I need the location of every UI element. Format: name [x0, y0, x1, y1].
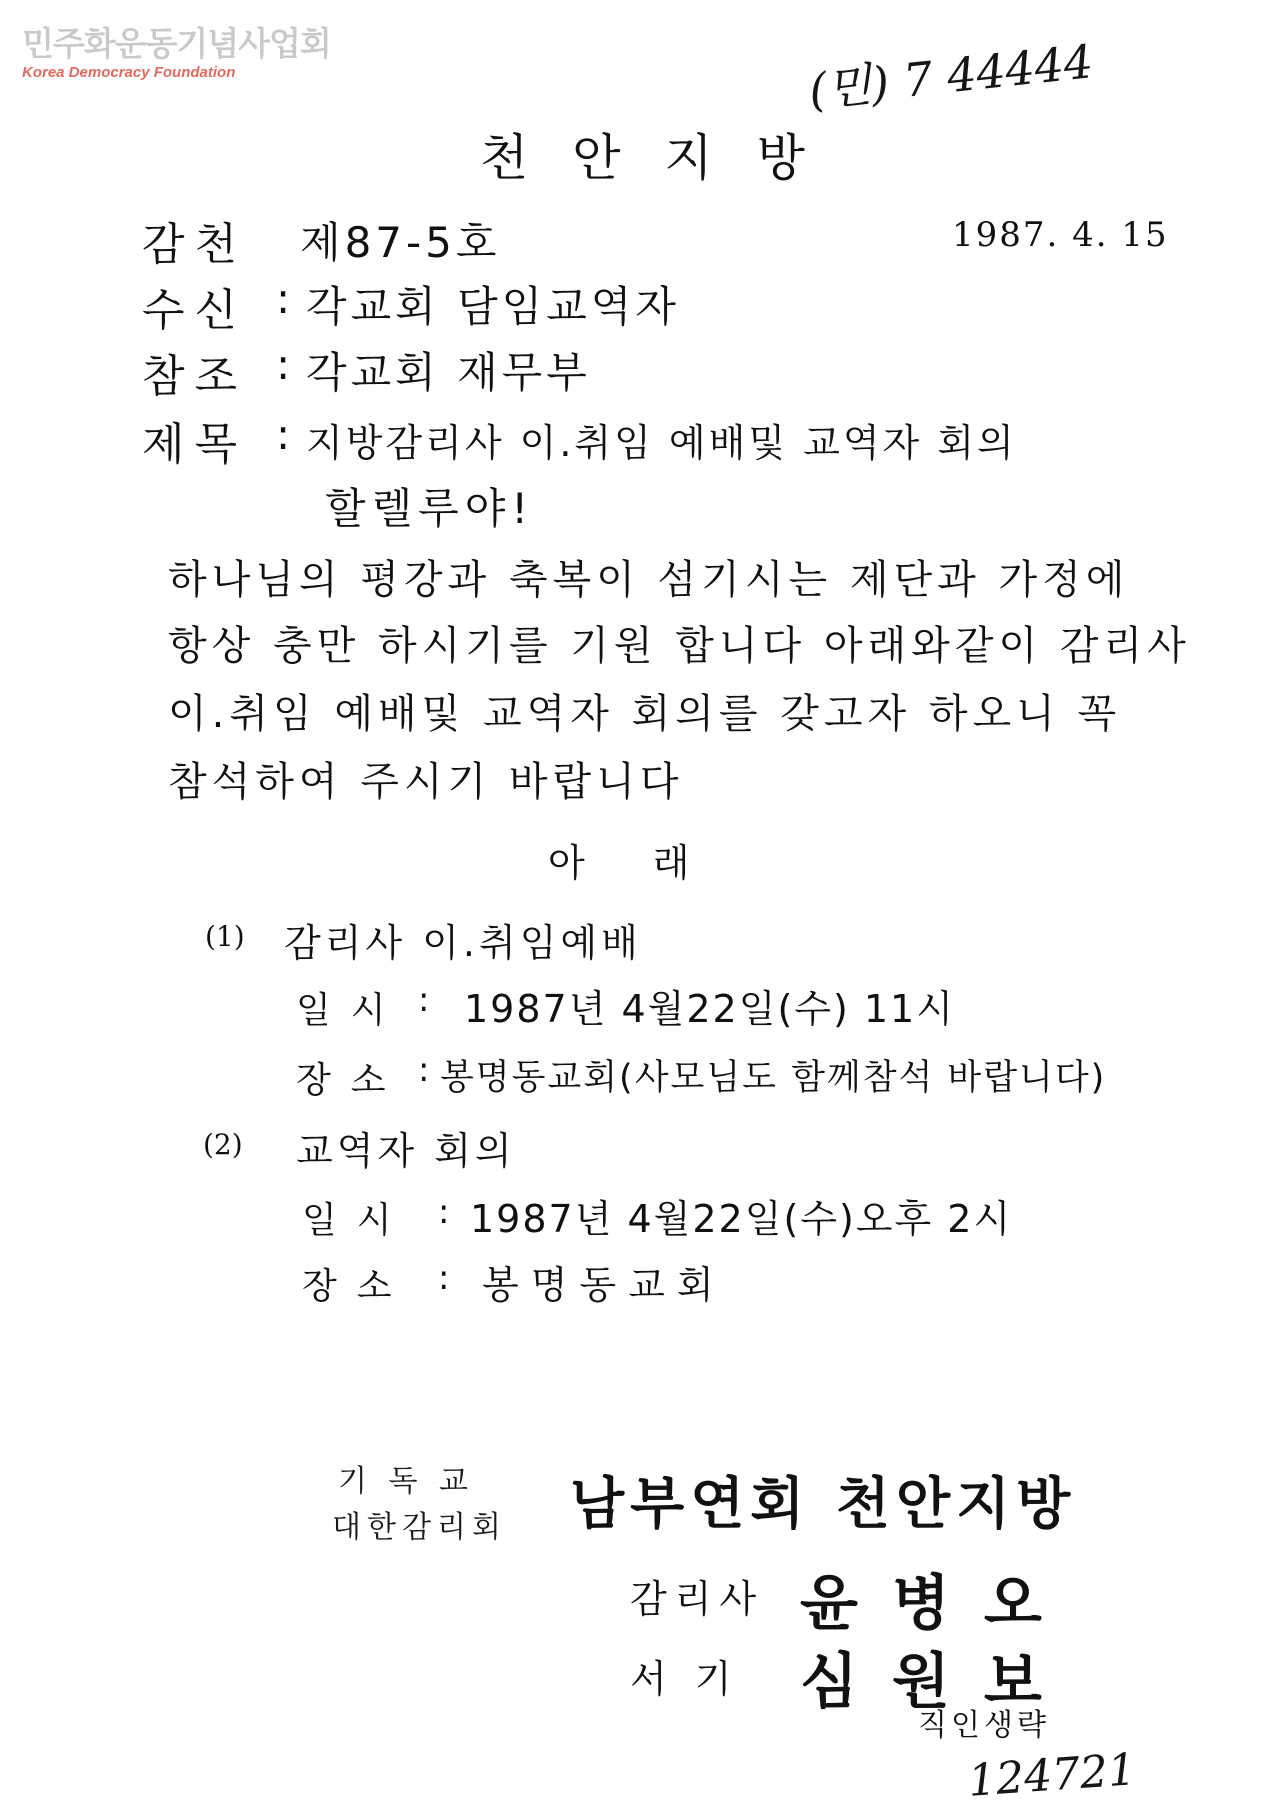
greeting: 할렐루야! [325, 484, 535, 533]
handwritten-bottom-number: 124721 [966, 1744, 1138, 1807]
item-2-time-value: 1987년 4월22일(수)오후 2시 [470, 1197, 1013, 1241]
to-value: 각교회 담임교역자 [306, 282, 680, 331]
body-line-3: 이.취임 예배및 교역자 회의를 갖고자 하오니 꼭 [168, 691, 1122, 737]
item-2-place-colon: : [438, 1258, 450, 1298]
watermark-english: Korea Democracy Foundation [22, 64, 236, 81]
subject-label: 제목 [142, 419, 248, 470]
superintendent-title: 감리사 [630, 1577, 765, 1621]
item-2-time-colon: : [438, 1192, 450, 1232]
item-1-heading: 감리사 이.취임예배 [284, 921, 642, 965]
org-line-1: 기 독 교 [338, 1464, 475, 1499]
cc-colon: : [276, 340, 295, 389]
document-title: 천 안 지 방 [480, 129, 819, 187]
document-date: 1987. 4. 15 [952, 215, 1169, 255]
item-2-heading: 교역자 회의 [296, 1129, 516, 1173]
secretary-title: 서 기 [630, 1657, 740, 1701]
handwritten-top-note: (민) 7 44444 [806, 34, 1096, 118]
to-colon: : [276, 274, 295, 323]
secretary-name: 심원보 [800, 1647, 1076, 1717]
item-1-time-label: 일시 [296, 990, 406, 1031]
watermark-korean: 민주화운동기념사업회 [22, 24, 331, 63]
cc-label: 참조 [142, 351, 248, 402]
item-2-place-value: 봉명동교회 [482, 1263, 726, 1307]
body-line-1: 하나님의 평강과 축복이 섬기시는 제단과 가정에 [168, 557, 1130, 603]
item-1-place-label: 장소 [296, 1060, 406, 1101]
body-line-4: 참석하여 주시기 바랍니다 [168, 759, 684, 805]
org-line-2: 대한감리회 [332, 1510, 507, 1545]
superintendent-name: 윤병오 [800, 1569, 1076, 1639]
subject-colon: : [276, 410, 295, 459]
seal-omitted-note: 직인생략 [918, 1708, 1050, 1743]
item-1-time-colon: : [418, 980, 430, 1020]
item-1-time-value: 1987년 4월22일(수) 11시 [464, 987, 955, 1031]
cc-value: 각교회 재무부 [306, 348, 591, 397]
to-label: 수신 [142, 285, 248, 336]
item-1-place-value: 봉명동교회(사모님도 함께참석 바랍니다) [440, 1058, 1107, 1098]
item-1-place-colon: : [418, 1050, 430, 1090]
section-label: 아 래 [548, 841, 690, 885]
ref-label: 감천 [142, 219, 248, 270]
item-2-time-label: 일시 [302, 1200, 412, 1241]
body-line-2: 항상 충만 하시기를 기원 합니다 아래와같이 감리사 [168, 623, 1191, 669]
subject-value: 지방감리사 이.취임 예배및 교역자 회의 [306, 421, 1017, 465]
item-1-number: (1) [205, 920, 245, 953]
item-2-number: (2) [203, 1128, 243, 1161]
ref-number: 제87-5호 [300, 218, 501, 267]
org-main: 남부연회 천안지방 [570, 1472, 1077, 1537]
item-2-place-label: 장소 [302, 1266, 412, 1307]
